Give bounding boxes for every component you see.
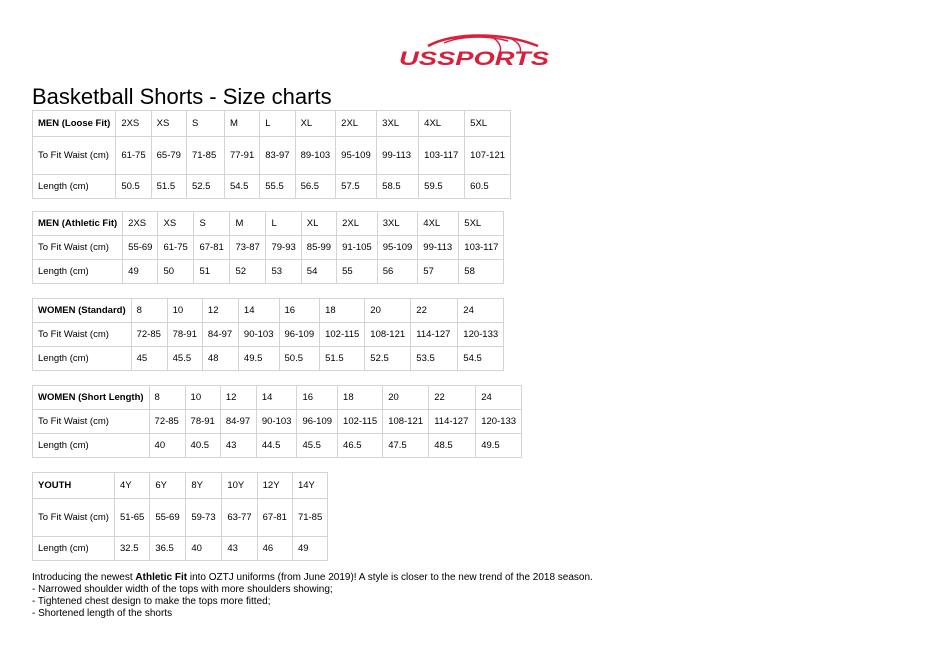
size-cell: 20	[365, 299, 411, 323]
value-cell: 73-87	[230, 236, 266, 260]
value-cell: 45.5	[167, 347, 202, 371]
value-cell: 46.5	[338, 434, 383, 458]
size-cell: 3XL	[377, 111, 419, 137]
row-label: Length (cm)	[33, 175, 116, 199]
size-cell: XL	[301, 212, 336, 236]
length-row	[33, 260, 504, 284]
size-cell: 5XL	[459, 212, 504, 236]
page-title: Basketball Shorts - Size charts	[32, 84, 332, 109]
size-cell: 2XL	[336, 111, 377, 137]
size-cell: 22	[429, 386, 476, 410]
ussports-logo	[398, 34, 550, 70]
size-cell: 5XL	[465, 111, 511, 137]
waist-row	[33, 410, 522, 434]
value-cell: 40.5	[185, 434, 220, 458]
value-cell: 90-103	[238, 323, 279, 347]
waist-row	[33, 137, 511, 175]
size-cell: S	[194, 212, 230, 236]
value-cell: 58	[459, 260, 504, 284]
size-cell: M	[224, 111, 259, 137]
value-cell: 53	[266, 260, 301, 284]
value-cell: 55	[337, 260, 378, 284]
value-cell: 57.5	[336, 175, 377, 199]
value-cell: 52	[230, 260, 266, 284]
row-label: Length (cm)	[33, 347, 132, 371]
value-cell: 50.5	[116, 175, 151, 199]
logo-text: USSPORTS	[399, 49, 550, 70]
value-cell: 49	[292, 537, 327, 561]
value-cell: 57	[418, 260, 459, 284]
athletic-fit-highlight: Athletic Fit	[135, 572, 188, 583]
value-cell: 49.5	[476, 434, 522, 458]
value-cell: 51-65	[115, 499, 150, 537]
value-cell: 99-113	[377, 137, 419, 175]
value-cell: 52.5	[186, 175, 224, 199]
value-cell: 72-85	[131, 323, 167, 347]
value-cell: 56	[377, 260, 418, 284]
value-cell: 50	[158, 260, 194, 284]
value-cell: 71-85	[186, 137, 224, 175]
value-cell: 61-75	[116, 137, 151, 175]
intro-bullet: - Narrowed shoulder width of the tops with more shoulders showing;	[32, 584, 333, 595]
value-cell: 43	[220, 434, 256, 458]
length-row	[33, 175, 511, 199]
size-cell: 16	[279, 299, 320, 323]
value-cell: 71-85	[292, 499, 327, 537]
intro-text	[32, 572, 612, 620]
value-cell: 40	[149, 434, 185, 458]
value-cell: 46	[257, 537, 292, 561]
size-cell: L	[260, 111, 295, 137]
length-row	[33, 347, 504, 371]
size-chart-women-standard	[32, 298, 504, 371]
value-cell: 78-91	[167, 323, 202, 347]
size-cell: 10Y	[222, 473, 257, 499]
value-cell: 78-91	[185, 410, 220, 434]
value-cell: 47.5	[383, 434, 429, 458]
value-cell: 48	[202, 347, 238, 371]
length-row	[33, 537, 328, 561]
value-cell: 72-85	[149, 410, 185, 434]
value-cell: 99-113	[418, 236, 459, 260]
size-cell: XS	[151, 111, 186, 137]
value-cell: 54.5	[224, 175, 259, 199]
size-cell: 8Y	[186, 473, 222, 499]
value-cell: 96-109	[279, 323, 320, 347]
value-cell: 55.5	[260, 175, 295, 199]
size-cell: 22	[411, 299, 458, 323]
value-cell: 102-115	[320, 323, 365, 347]
value-cell: 108-121	[383, 410, 429, 434]
value-cell: 96-109	[297, 410, 338, 434]
value-cell: 36.5	[150, 537, 186, 561]
value-cell: 55-69	[150, 499, 186, 537]
value-cell: 50.5	[279, 347, 320, 371]
value-cell: 45.5	[297, 434, 338, 458]
value-cell: 79-93	[266, 236, 301, 260]
size-chart-youth	[32, 472, 328, 561]
size-cell: 6Y	[150, 473, 186, 499]
size-cell: XS	[158, 212, 194, 236]
table-title: MEN (Loose Fit)	[33, 111, 116, 137]
value-cell: 61-75	[158, 236, 194, 260]
size-cell: 2XS	[116, 111, 151, 137]
value-cell: 43	[222, 537, 257, 561]
value-cell: 54.5	[458, 347, 504, 371]
value-cell: 51	[194, 260, 230, 284]
value-cell: 85-99	[301, 236, 336, 260]
value-cell: 102-115	[338, 410, 383, 434]
size-cell: 18	[338, 386, 383, 410]
value-cell: 58.5	[377, 175, 419, 199]
size-cell: 18	[320, 299, 365, 323]
size-cell: 12Y	[257, 473, 292, 499]
value-cell: 91-105	[337, 236, 378, 260]
value-cell: 84-97	[202, 323, 238, 347]
size-cell: L	[266, 212, 301, 236]
value-cell: 67-81	[257, 499, 292, 537]
header-row	[33, 386, 522, 410]
table-title: WOMEN (Short Length)	[33, 386, 150, 410]
value-cell: 40	[186, 537, 222, 561]
header-row	[33, 212, 504, 236]
size-cell: 14Y	[292, 473, 327, 499]
value-cell: 45	[131, 347, 167, 371]
row-label: To Fit Waist (cm)	[33, 410, 150, 434]
size-cell: 4Y	[115, 473, 150, 499]
size-cell: 20	[383, 386, 429, 410]
value-cell: 65-79	[151, 137, 186, 175]
value-cell: 114-127	[411, 323, 458, 347]
value-cell: 60.5	[465, 175, 511, 199]
value-cell: 103-117	[419, 137, 465, 175]
value-cell: 83-97	[260, 137, 295, 175]
value-cell: 48.5	[429, 434, 476, 458]
size-cell: 4XL	[418, 212, 459, 236]
value-cell: 103-117	[459, 236, 504, 260]
intro-bullet: - Shortened length of the shorts	[32, 608, 173, 619]
header-row	[33, 473, 328, 499]
size-chart-women-short-length	[32, 385, 522, 458]
value-cell: 114-127	[429, 410, 476, 434]
size-cell: 14	[256, 386, 297, 410]
value-cell: 107-121	[465, 137, 511, 175]
value-cell: 77-91	[224, 137, 259, 175]
value-cell: 55-69	[123, 236, 158, 260]
row-label: To Fit Waist (cm)	[33, 499, 115, 537]
length-row	[33, 434, 522, 458]
size-cell: 24	[458, 299, 504, 323]
row-label: To Fit Waist (cm)	[33, 323, 132, 347]
value-cell: 120-133	[458, 323, 504, 347]
value-cell: 89-103	[295, 137, 336, 175]
header-row	[33, 299, 504, 323]
value-cell: 49	[123, 260, 158, 284]
value-cell: 95-109	[336, 137, 377, 175]
size-chart-men-loose-fit	[32, 110, 511, 199]
value-cell: 56.5	[295, 175, 336, 199]
size-cell: 12	[220, 386, 256, 410]
value-cell: 54	[301, 260, 336, 284]
row-label: To Fit Waist (cm)	[33, 236, 123, 260]
intro-prefix: Introducing the newest	[32, 572, 136, 583]
value-cell: 51.5	[151, 175, 186, 199]
value-cell: 63-77	[222, 499, 257, 537]
intro-paragraph	[32, 572, 612, 584]
value-cell: 59-73	[186, 499, 222, 537]
size-cell: 4XL	[419, 111, 465, 137]
row-label: Length (cm)	[33, 434, 150, 458]
waist-row	[33, 323, 504, 347]
size-chart-men-athletic-fit	[32, 211, 504, 284]
size-cell: S	[186, 111, 224, 137]
value-cell: 51.5	[320, 347, 365, 371]
size-cell: 10	[167, 299, 202, 323]
size-cell: 8	[131, 299, 167, 323]
value-cell: 32.5	[115, 537, 150, 561]
row-label: Length (cm)	[33, 537, 115, 561]
size-cell: 24	[476, 386, 522, 410]
table-title: MEN (Athletic Fit)	[33, 212, 123, 236]
value-cell: 52.5	[365, 347, 411, 371]
size-cell: 8	[149, 386, 185, 410]
size-cell: XL	[295, 111, 336, 137]
value-cell: 120-133	[476, 410, 522, 434]
size-cell: 2XS	[123, 212, 158, 236]
size-cell: 3XL	[377, 212, 418, 236]
value-cell: 53.5	[411, 347, 458, 371]
intro-suffix: into OZTJ uniforms (from June 2019)! A style is closer to the new trend of the 2018 season.	[187, 572, 593, 583]
table-title: WOMEN (Standard)	[33, 299, 132, 323]
value-cell: 90-103	[256, 410, 297, 434]
size-cell: 10	[185, 386, 220, 410]
value-cell: 95-109	[377, 236, 418, 260]
intro-bullet: - Tightened chest design to make the tops more fitted;	[32, 596, 271, 607]
header-row	[33, 111, 511, 137]
value-cell: 49.5	[238, 347, 279, 371]
value-cell: 84-97	[220, 410, 256, 434]
value-cell: 67-81	[194, 236, 230, 260]
value-cell: 44.5	[256, 434, 297, 458]
value-cell: 59.5	[419, 175, 465, 199]
size-cell: M	[230, 212, 266, 236]
waist-row	[33, 236, 504, 260]
size-cell: 16	[297, 386, 338, 410]
size-cell: 14	[238, 299, 279, 323]
size-cell: 12	[202, 299, 238, 323]
waist-row	[33, 499, 328, 537]
value-cell: 108-121	[365, 323, 411, 347]
row-label: To Fit Waist (cm)	[33, 137, 116, 175]
size-cell: 2XL	[337, 212, 378, 236]
table-title: YOUTH	[33, 473, 115, 499]
row-label: Length (cm)	[33, 260, 123, 284]
